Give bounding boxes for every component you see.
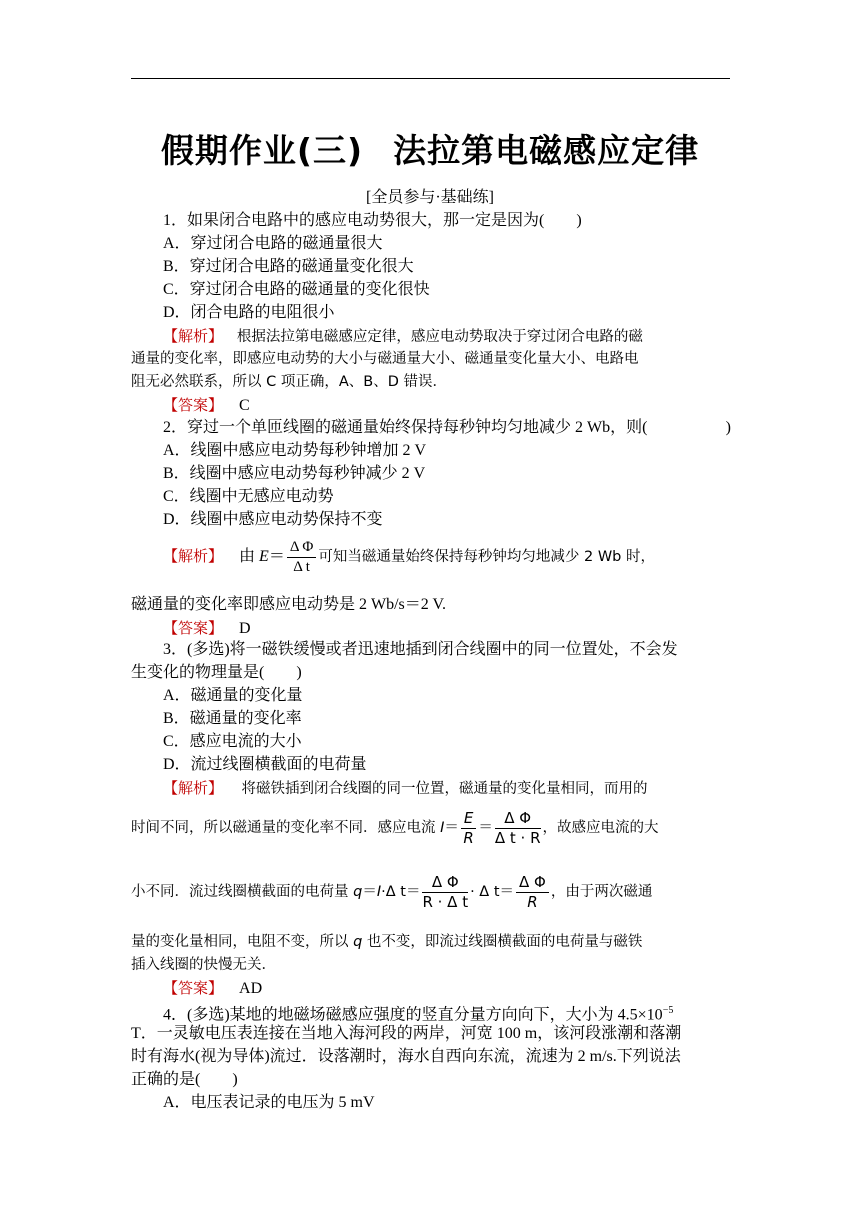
q2-expl-pre: 由 [239, 548, 260, 565]
q3-explanation-line2 [131, 808, 731, 848]
q3-answer [163, 977, 763, 1000]
q3-charge-symbol: q [353, 884, 363, 900]
q3-option-c: C．感应电流的大小 [163, 733, 302, 750]
q3-expl-l4-post: 也不变，即流过线圈横截面的电荷量与磁铁 [362, 934, 643, 950]
q3-eq2: ＝ [478, 820, 493, 836]
q1-explanation-line3: 阻无必然联系，所以 C 项正确，A、B、D 错误． [131, 374, 447, 390]
daan-tag: 【答案】 [163, 979, 224, 997]
q3-explanation-line3 [131, 872, 731, 912]
daan-tag: 【答案】 [163, 396, 224, 414]
q3-f3-num: Δ Φ [422, 873, 468, 893]
title-homework: 假期作业(三) [160, 131, 364, 170]
q4-stem-line4: 正确的是( ) [131, 1071, 238, 1088]
jiexi-tag: 【解析】 [163, 779, 224, 797]
q2-answer-value: D [239, 620, 251, 637]
q3-eq1: ＝ [444, 820, 459, 836]
q3-fraction-3 [422, 873, 468, 912]
jiexi-tag: 【解析】 [163, 327, 224, 345]
q1-option-b: B．穿过闭合电路的磁通量变化很大 [163, 258, 414, 275]
q2-expl-post: 可知当磁通量始终保持每秒钟均匀地减少 2 Wb 时， [318, 549, 655, 565]
q1-answer [163, 394, 763, 417]
q4-option-a: A．电压表记录的电压为 5 mV [163, 1094, 375, 1111]
q3-f4-num: Δ Φ [516, 873, 549, 893]
q1-explanation-line1 [163, 325, 763, 348]
q2-fraction-num: Δ Φ [287, 538, 317, 558]
q3-option-b: B．磁通量的变化率 [163, 710, 302, 727]
q4-stem-line3: 时有海水(视为导体)流过．设落潮时，海水自西向东流，流速为 2 m/s.下列说法 [131, 1048, 681, 1065]
q2-stem [163, 417, 731, 439]
q3-dot-dt: ·Δ t [381, 884, 406, 900]
q3-expl-text1: 将磁铁插到闭合线圈的同一位置，磁通量的变化量相同，而用的 [241, 781, 648, 797]
q3-explanation-line5: 插入线圈的快慢无关． [131, 957, 276, 973]
q3-option-d: D．流过线圈横截面的电荷量 [163, 756, 367, 773]
q3-charge-symbol-2: q [353, 934, 363, 950]
q1-explanation-line2: 通量的变化率，即感应电动势的大小与磁通量大小、磁通量变化量大小、电路电 [131, 351, 639, 367]
q3-expl-l2-post: ，故感应电流的大 [542, 820, 659, 836]
q3-eq4: ＝ [405, 884, 421, 900]
title-topic: 法拉第电磁感应定律 [393, 131, 700, 170]
q2-option-b: B．线圈中感应电动势每秒钟减少 2 V [163, 465, 426, 482]
q1-option-c: C．穿过闭合电路的磁通量的变化很快 [163, 281, 430, 298]
q2-explanation-line1 [163, 536, 763, 577]
q3-current-symbol: I [440, 820, 445, 836]
section-heading: [全员参与·基础练] [366, 189, 494, 206]
q2-option-d: D．线圈中感应电动势保持不变 [163, 511, 383, 528]
page-title [0, 125, 860, 172]
q2-option-c: C．线圈中无感应电动势 [163, 488, 334, 505]
q3-expl-l3-post: ，由于两次磁通 [550, 884, 653, 900]
daan-tag: 【答案】 [163, 619, 224, 637]
q3-stem-line1: 3．(多选)将一磁铁缓慢或者迅速地插到闭合线圈中的同一位置处，不会发 [163, 641, 678, 658]
q2-emf-symbol: E [259, 548, 269, 565]
q3-eq3: ＝ [362, 884, 377, 900]
q3-f2-num: Δ Φ [495, 809, 541, 829]
q4-stem-line2: T．一灵敏电压表连接在当地入海河段的两岸，河宽 100 m，该河段涨潮和落潮 [131, 1025, 682, 1042]
q3-fraction-2 [495, 809, 541, 848]
q2-equals: ＝ [268, 548, 285, 565]
q3-fraction-4 [516, 873, 549, 912]
q1-answer-value: C [239, 397, 250, 414]
q3-answer-value: AD [239, 980, 263, 997]
q1-option-d: D．闭合电路的电阻很小 [163, 304, 335, 321]
q3-stem-line2: 生变化的物理量是( ) [131, 664, 302, 681]
jiexi-tag: 【解析】 [163, 547, 224, 565]
q2-fraction [287, 538, 317, 577]
q1-explanation-text: 根据法拉第电磁感应定律，感应电动势取决于穿过闭合电路的磁 [236, 329, 643, 345]
q3-current-symbol-2: I [376, 884, 382, 900]
q3-f2-den: Δ t · R [494, 828, 541, 847]
q3-f1-num: E [461, 809, 476, 829]
q3-expl-l2-pre: 时间不同，所以磁通量的变化率不同．感应电流 [131, 820, 441, 836]
q3-explanation-line4 [131, 931, 731, 953]
q3-f1-den: R [463, 828, 474, 847]
q2-explanation-line2: 磁通量的变化率即感应电动势是 2 Wb/s＝2 V. [131, 596, 446, 613]
q3-f3-den: R · Δ t [422, 892, 469, 911]
q3-explanation-line1 [163, 777, 763, 800]
q3-option-a: A．磁通量的变化量 [163, 687, 303, 704]
q2-fraction-den: Δ t [293, 558, 310, 575]
q4-exponent: −5 [662, 1005, 674, 1016]
q2-stem-text: 2．穿过一个单匝线圈的磁通量始终保持每秒钟均匀地减少 2 Wb，则( [163, 419, 648, 436]
q3-expl-l3-pre: 小不同．流过线圈横截面的电荷量 [131, 884, 354, 900]
q3-expl-l4-pre: 量的变化量相同，电阻不变，所以 [131, 934, 354, 950]
q2-stem-paren: ) [725, 419, 731, 436]
q3-mid: · Δ t＝ [470, 884, 515, 900]
q2-option-a: A．线圈中感应电动势每秒钟增加 2 V [163, 442, 427, 459]
q2-answer [163, 617, 763, 640]
q3-fraction-1 [461, 809, 476, 848]
q1-option-a: A．穿过闭合电路的磁通量很大 [163, 235, 383, 252]
header-rule [131, 78, 730, 79]
q1-stem: 1．如果闭合电路中的感应电动势很大，那一定是因为( ) [163, 212, 582, 229]
q3-f4-den: R [527, 892, 538, 911]
q4-stem-text: 4．(多选)某地的地磁场磁感应强度的竖直分量方向向下，大小为 4.5×10 [163, 1006, 663, 1024]
